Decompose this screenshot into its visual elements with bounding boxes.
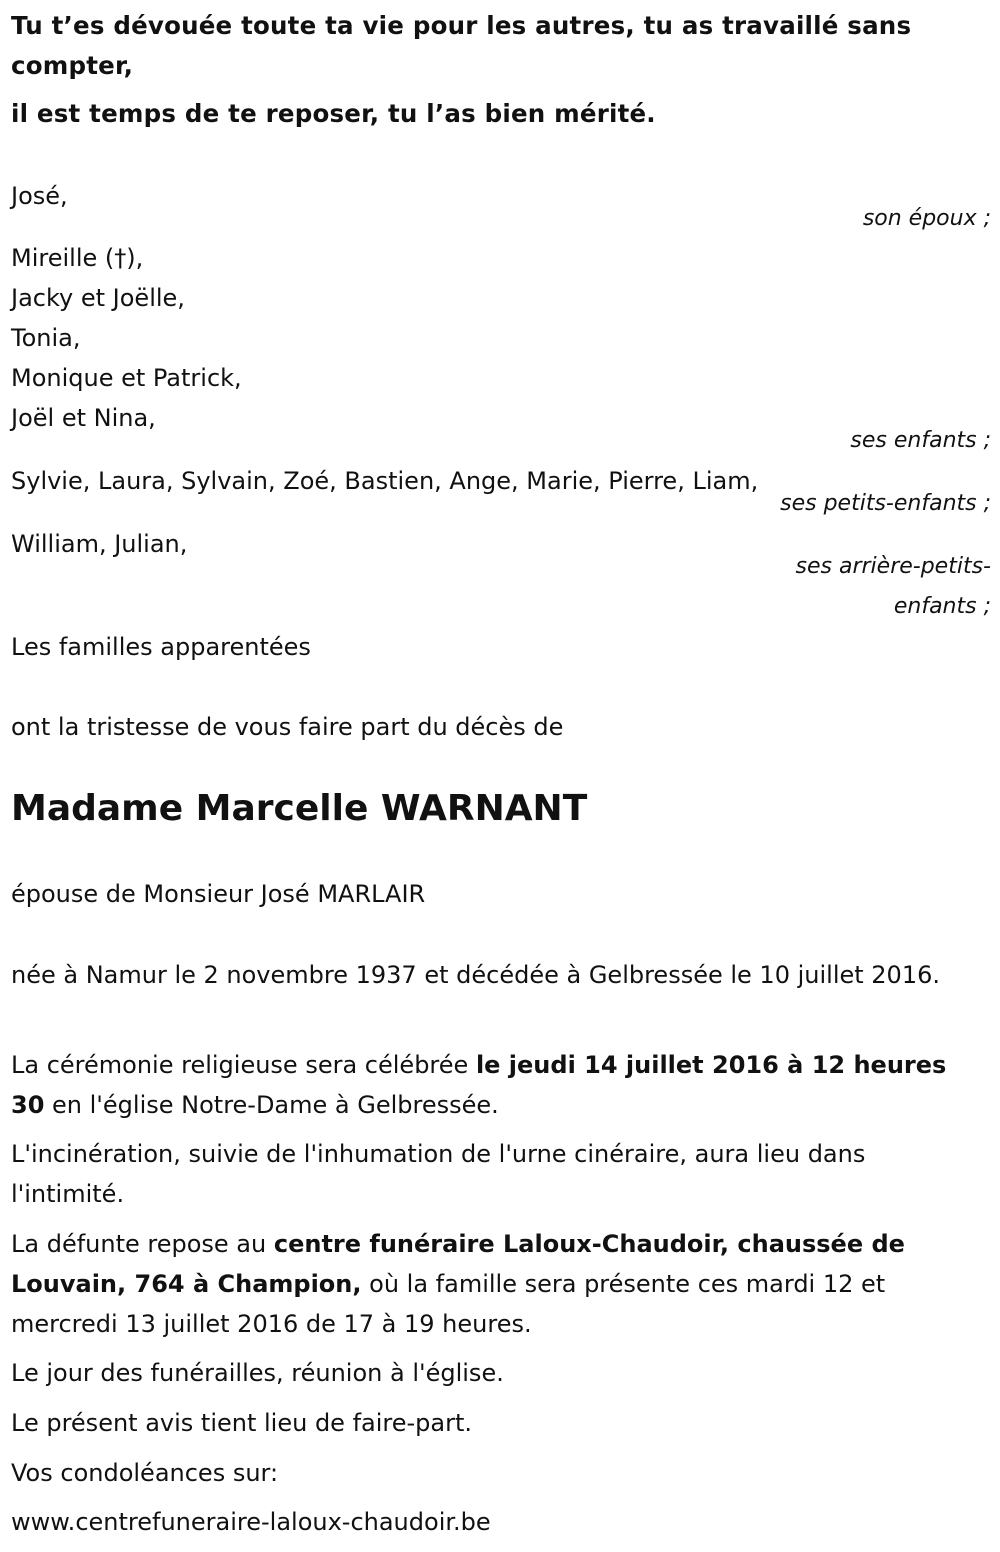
great-grandchildren-role-line-1: ses arrière-petits- — [795, 554, 991, 579]
spouse-role: son époux ; — [862, 206, 991, 231]
poem-line-1: Tu t’es dévouée toute ta vie pour les autres, tu as travaillé sans compter, — [11, 11, 912, 80]
great-grandchildren-role-line-2: enfants ; — [893, 594, 991, 619]
notice-note: Le présent avis tient lieu de faire-part. — [11, 1409, 473, 1437]
child-name: Mireille (†), — [11, 244, 144, 272]
child-name: Monique et Patrick, — [11, 364, 242, 392]
related-families: Les familles apparentées — [11, 633, 311, 661]
children-role: ses enfants ; — [850, 428, 991, 453]
spouse-name: José, — [11, 182, 68, 210]
ceremony-text: La cérémonie religieuse sera célébrée — [11, 1051, 476, 1079]
deceased-name: Madame Marcelle WARNANT — [11, 788, 588, 829]
child-name: Jacky et Joëlle, — [11, 284, 185, 312]
funeral-center-address: centre funéraire Laloux-Chaudoir, chaussée de Louvain, 764 à Champion, — [11, 1230, 905, 1298]
ceremony-date: le jeudi 14 juillet 2016 à 12 heures 30 — [11, 1051, 947, 1119]
ceremony-location: en l'église Notre-Dame à Gelbressée. — [44, 1091, 499, 1119]
grandchildren-names: Sylvie, Laura, Sylvain, Zoé, Bastien, Ange, Marie, Pierre, Liam, — [11, 467, 759, 495]
spouse-of: épouse de Monsieur José MARLAIR — [11, 880, 426, 908]
poem-line-2: il est temps de te reposer, tu l’as bien mérité. — [11, 99, 656, 128]
condolences-label: Vos condoléances sur: — [11, 1459, 279, 1487]
website-link[interactable]: www.centrefuneraire-laloux-chaudoir.be — [11, 1508, 491, 1536]
obituary-page — [11, 0, 991, 1552]
ceremony-paragraph — [11, 1045, 986, 1125]
grandchildren-role: ses petits-enfants ; — [780, 491, 991, 516]
child-name: Joël et Nina, — [11, 404, 156, 432]
birth-death-paragraph: née à Namur le 2 novembre 1937 et décédée à Gelbressée le 10 juillet 2016. — [11, 961, 940, 989]
rest-text: La défunte repose au — [11, 1230, 274, 1258]
rest-paragraph — [11, 1224, 986, 1344]
funeral-day-note: Le jour des funérailles, réunion à l'église. — [11, 1359, 504, 1387]
child-name: Tonia, — [11, 324, 81, 352]
visiting-hours: où la famille sera présente ces mardi 12 et mercredi 13 juillet 2016 de 17 à 19 heures. — [11, 1270, 886, 1338]
great-grandchildren-names: William, Julian, — [11, 530, 188, 558]
announcement-intro: ont la tristesse de vous faire part du décès de — [11, 713, 564, 741]
cremation-paragraph: L'incinération, suivie de l'inhumation de l'urne cinéraire, aura lieu dans l'intimité. — [11, 1140, 866, 1208]
